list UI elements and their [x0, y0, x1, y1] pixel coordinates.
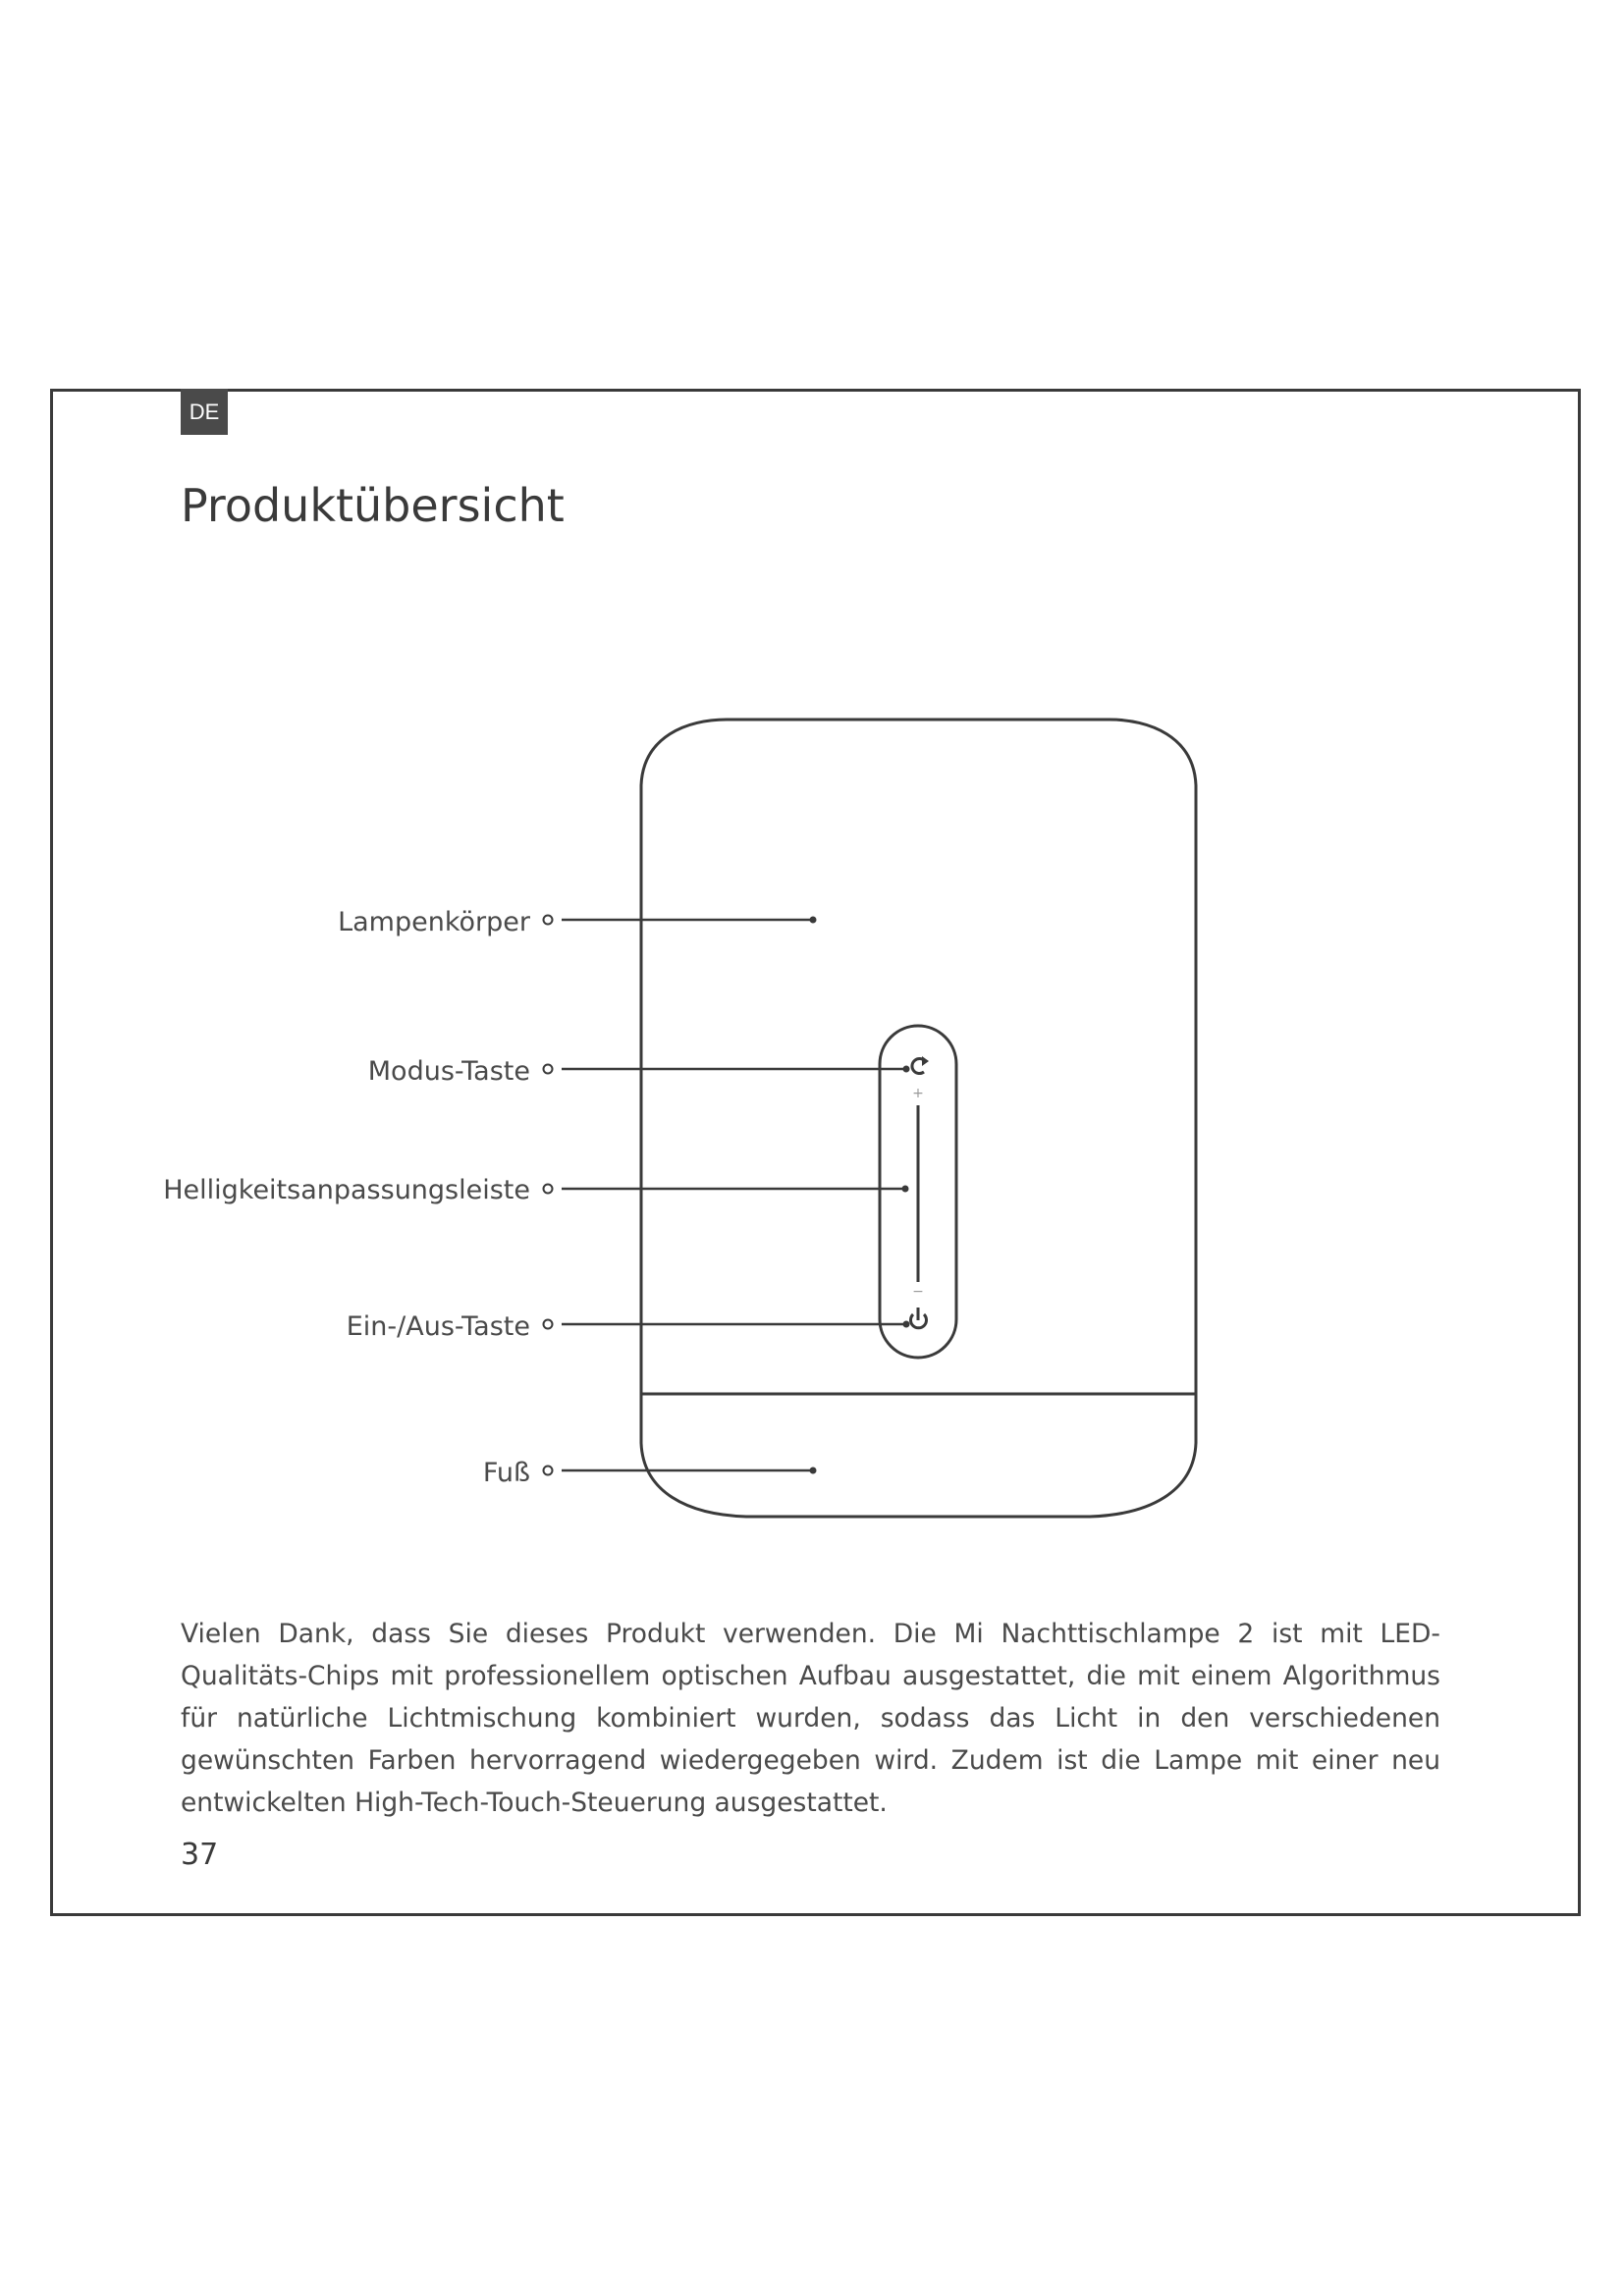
callout-end-dot-icon — [810, 917, 817, 924]
page-title: Produktübersicht — [181, 479, 565, 532]
callout-label-lamp-body: Lampenkörper — [338, 907, 530, 937]
plus-mark: + — [912, 1086, 924, 1101]
callout-marker-icon — [544, 916, 553, 925]
callout-marker-icon — [544, 1065, 553, 1074]
product-description: Vielen Dank, dass Sie dieses Produkt verwenden. Die Mi Nachttischlampe 2 ist mit LED-Qualitäts-Chips mit professionellem optischen Aufbau ausgestattet, die mit einem Algorithmus für natürliche Lichtmischung kombiniert wurden, sodass das Licht in den verschiedenen gewünschten Farben hervorragend wiedergegeben wird. Zudem ist die Lampe mit einer neu entwickelten High-Tech-Touch-Steuerung ausgestattet. — [181, 1619, 1440, 1818]
power-icon — [911, 1308, 927, 1328]
callout-end-dot-icon — [903, 1066, 910, 1073]
language-tag: DE — [181, 389, 228, 435]
callout-label-brightness-bar: Helligkeitsanpassungsleiste — [163, 1175, 530, 1205]
callout-end-dot-icon — [903, 1321, 910, 1328]
minus-mark: − — [912, 1284, 924, 1300]
callout-end-dot-icon — [902, 1186, 909, 1193]
callout-label-mode-button: Modus-Taste — [367, 1056, 530, 1087]
page-number: 37 — [181, 1838, 219, 1872]
callout-label-power-button: Ein-/Aus-Taste — [346, 1311, 530, 1342]
callout-marker-icon — [544, 1320, 553, 1329]
lamp-base-outline — [641, 1394, 1196, 1517]
callout-label-base: Fuß — [482, 1458, 530, 1488]
callout-end-dot-icon — [810, 1468, 817, 1474]
mode-icon — [912, 1056, 929, 1074]
callout-marker-icon — [544, 1185, 553, 1194]
callout-marker-icon — [544, 1467, 553, 1475]
